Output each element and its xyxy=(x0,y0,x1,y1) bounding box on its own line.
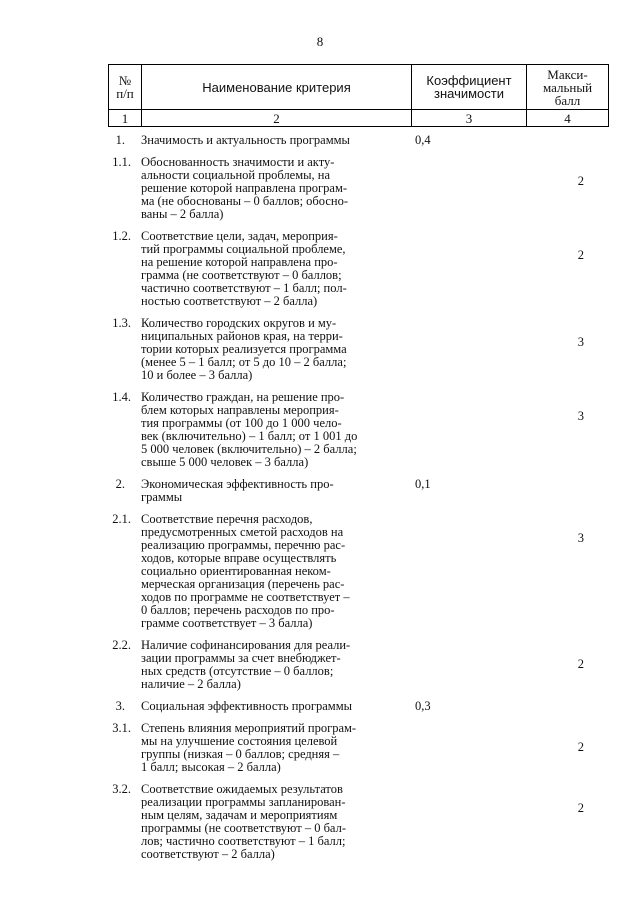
header-name: Наименование критерия xyxy=(142,65,412,110)
header-index-1: 1 xyxy=(109,110,142,127)
criteria-coefficient: 0,1 xyxy=(415,477,431,491)
criteria-max-score: 3 xyxy=(577,409,584,423)
criteria-name: Наличие софинансирования для реали- зации программы за счет внебюджет- ных средств (отсутствие – 0 баллов; наличие – 2 балла) xyxy=(141,638,351,691)
criteria-name: Соответствие цели, задач, мероприя- тий программы социальной проблеме, на решение которой направлена про- грамма (не соответствуют – 0 баллов; частично соответствуют – 1 балл; пол- ностью соответствуют – 2 балла) xyxy=(141,229,347,308)
header-coef: Коэффициент значимости xyxy=(412,65,527,110)
criteria-name: Экономическая эффективность про- граммы xyxy=(141,477,334,504)
criteria-number: 2. xyxy=(115,477,125,491)
criteria-row xyxy=(108,513,608,630)
criteria-name: Обоснованность значимости и акту- альности социальной проблемы, на решение которой направлена програм- ма (не обоснованы – 0 баллов; обосно- ваны – 2 балла) xyxy=(141,155,348,221)
header-index-3: 3 xyxy=(412,110,527,127)
criteria-coefficient: 0,3 xyxy=(415,699,431,713)
criteria-row xyxy=(108,783,608,861)
criteria-number: 2.2. xyxy=(112,638,131,652)
criteria-row xyxy=(108,391,608,469)
header-index-2: 2 xyxy=(142,110,412,127)
header-num: № п/п xyxy=(109,65,142,110)
criteria-number: 1.2. xyxy=(112,229,131,243)
criteria-max-score: 3 xyxy=(577,531,584,545)
criteria-name: Значимость и актуальность программы xyxy=(141,133,350,147)
criteria-number: 3.1. xyxy=(112,721,131,735)
criteria-row xyxy=(108,722,608,774)
criteria-max-score: 2 xyxy=(577,657,584,671)
criteria-section-row xyxy=(108,478,608,504)
criteria-number: 1. xyxy=(115,133,125,147)
criteria-number: 1.4. xyxy=(112,390,131,404)
criteria-coefficient: 0,4 xyxy=(415,133,431,147)
criteria-number: 1.1. xyxy=(112,155,131,169)
criteria-max-score: 2 xyxy=(577,801,584,815)
criteria-row xyxy=(108,639,608,691)
criteria-section-row xyxy=(108,134,608,147)
criteria-row xyxy=(108,230,608,308)
criteria-row xyxy=(108,156,608,221)
criteria-name: Количество городских округов и му- ниципальных районов края, на терри- тории которых реализуется программа (менее 5 – 1 балл; от 5 до 10 – 2 балла; 10 и более – 3 балла) xyxy=(141,316,347,382)
header-index-4: 4 xyxy=(527,110,609,127)
criteria-max-score: 2 xyxy=(577,174,584,188)
criteria-name: Соответствие перечня расходов, предусмотренных сметой расходов на реализацию программы, перечню рас- ходов, которые вправе осуществлять социально ориентированная неком- мерческая организация (перечень рас- ходов по программе не соответствует – 0 баллов; перечень расходов по про- грамме соответствует – 3 балла) xyxy=(141,512,350,630)
criteria-row xyxy=(108,317,608,382)
criteria-number: 2.1. xyxy=(112,512,131,526)
criteria-name: Социальная эффективность программы xyxy=(141,699,353,713)
criteria-table-header xyxy=(108,64,609,127)
criteria-name: Количество граждан, на решение про- блем которых направлены мероприя- тия программы (от 100 до 1 000 чело- век (включительно) – 1 балл; от 1 001 до 5 000 человек (включительно) – 2 балла; свыше 5 000 человек – 3 балла) xyxy=(141,390,358,469)
page-number: 8 xyxy=(316,34,324,49)
criteria-name: Соответствие ожидаемых результатов реализации программы запланирован- ным целям, задачам и мероприятиям программы (не соответствуют – 0 бал- лов; частично соответствуют – 1 балл; соответствуют – 2 балла) xyxy=(141,782,346,861)
criteria-section-row xyxy=(108,700,608,713)
criteria-number: 3. xyxy=(115,699,125,713)
criteria-max-score: 3 xyxy=(577,335,584,349)
criteria-name: Степень влияния мероприятий програм- мы на улучшение состояния целевой группы (низкая – 0 баллов; средняя – 1 балл; высокая – 2 балла) xyxy=(141,721,357,774)
criteria-max-score: 2 xyxy=(577,248,584,262)
header-max: Макси- мальный балл xyxy=(527,65,609,110)
criteria-number: 3.2. xyxy=(112,782,131,796)
criteria-max-score: 2 xyxy=(577,740,584,754)
criteria-number: 1.3. xyxy=(112,316,131,330)
criteria-list xyxy=(108,134,608,870)
